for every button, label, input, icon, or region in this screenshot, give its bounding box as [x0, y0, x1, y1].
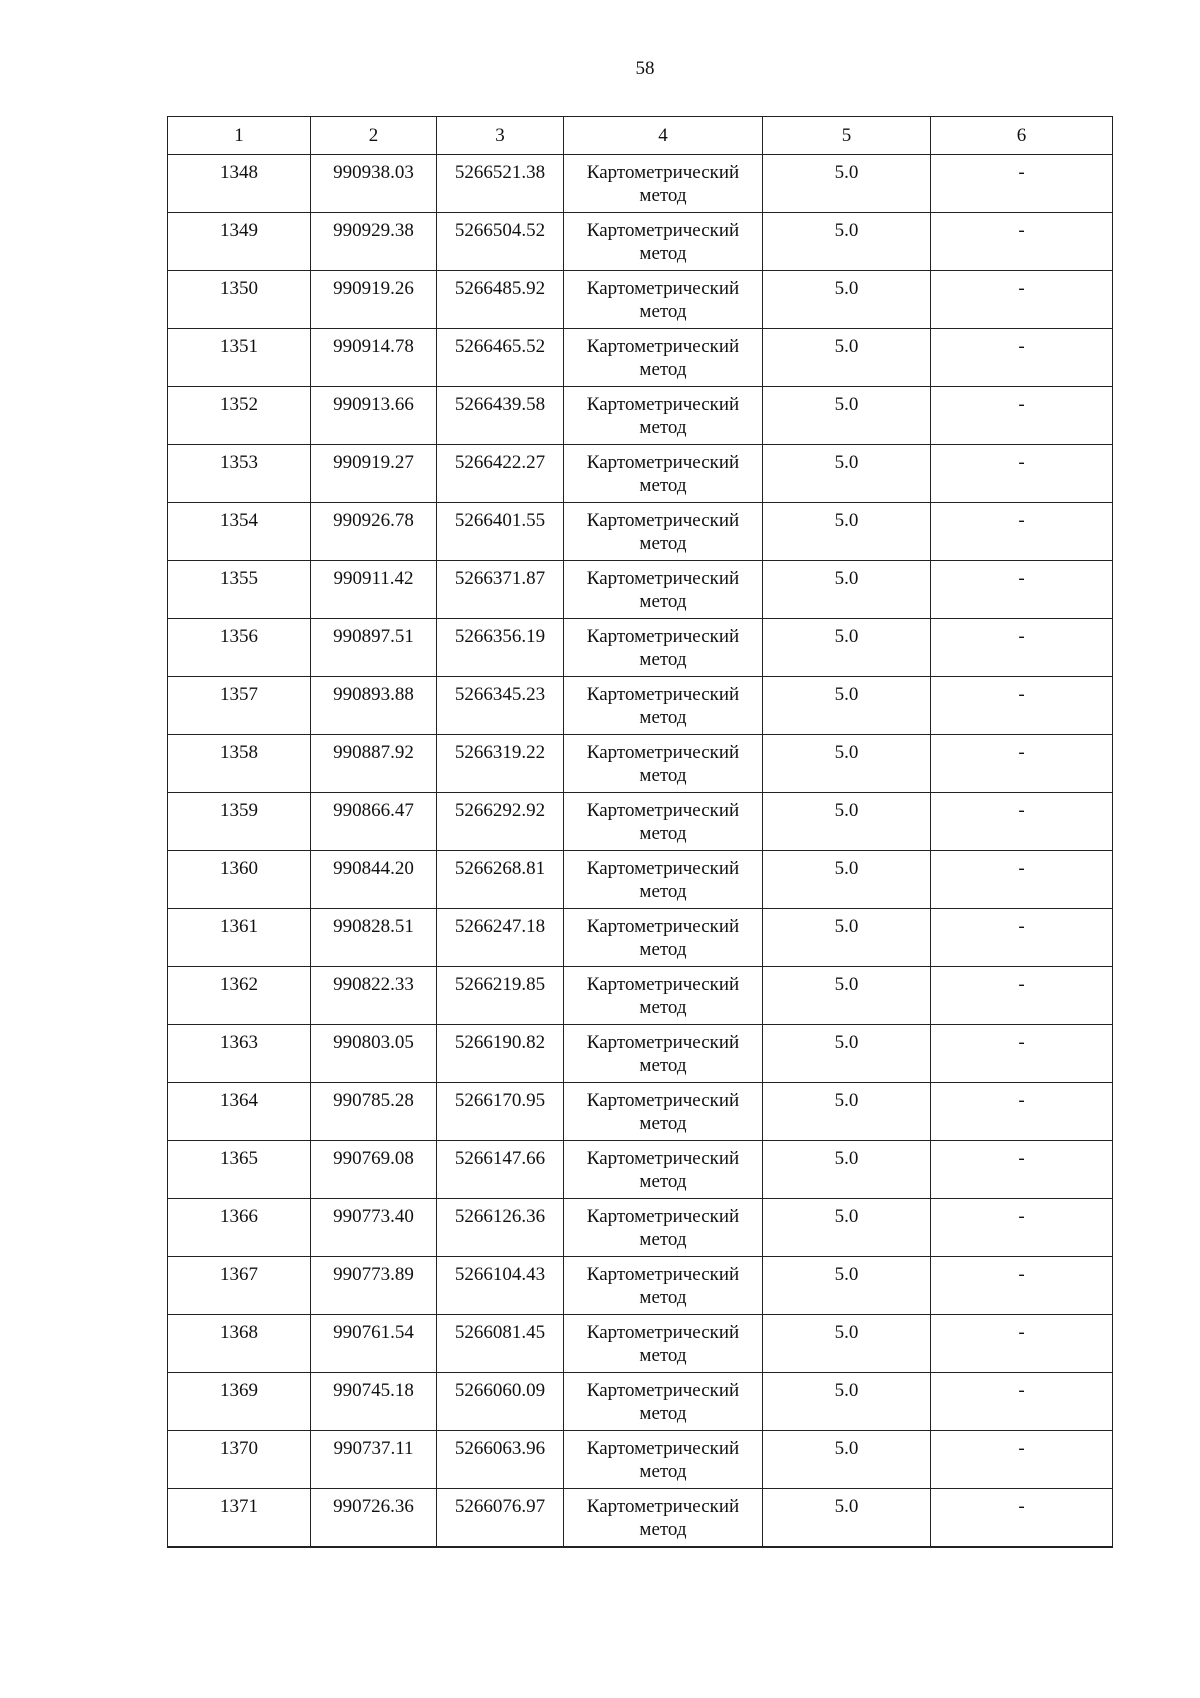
- method-cell: Картометрический метод: [564, 1083, 763, 1141]
- description-cell: -: [931, 503, 1113, 561]
- x-coordinate-cell: 990911.42: [311, 561, 437, 619]
- method-cell: Картометрический метод: [564, 793, 763, 851]
- y-coordinate-cell: 5266170.95: [437, 1083, 564, 1141]
- table-header: [168, 117, 1113, 155]
- table-row: [168, 503, 1113, 561]
- coordinates-table: [167, 116, 1113, 1548]
- y-coordinate-cell: 5266063.96: [437, 1431, 564, 1489]
- description-cell: -: [931, 1431, 1113, 1489]
- y-coordinate-cell: 5266504.52: [437, 213, 564, 271]
- table-row: [168, 561, 1113, 619]
- table-row: [168, 329, 1113, 387]
- table-row: [168, 967, 1113, 1025]
- y-coordinate-cell: 5266147.66: [437, 1141, 564, 1199]
- y-coordinate-cell: 5266319.22: [437, 735, 564, 793]
- accuracy-cell: 5.0: [763, 387, 931, 445]
- table-body: [168, 155, 1113, 1547]
- y-coordinate-cell: 5266247.18: [437, 909, 564, 967]
- accuracy-cell: 5.0: [763, 561, 931, 619]
- y-coordinate-cell: 5266060.09: [437, 1373, 564, 1431]
- table-row: [168, 619, 1113, 677]
- method-cell: Картометрический метод: [564, 677, 763, 735]
- table-row: [168, 1199, 1113, 1257]
- method-cell: Картометрический метод: [564, 735, 763, 793]
- table-row: [168, 445, 1113, 503]
- description-cell: -: [931, 967, 1113, 1025]
- table-row: [168, 387, 1113, 445]
- method-cell: Картометрический метод: [564, 213, 763, 271]
- description-cell: -: [931, 271, 1113, 329]
- accuracy-cell: 5.0: [763, 1199, 931, 1257]
- x-coordinate-cell: 990844.20: [311, 851, 437, 909]
- accuracy-cell: 5.0: [763, 1141, 931, 1199]
- x-coordinate-cell: 990828.51: [311, 909, 437, 967]
- method-cell: Картометрический метод: [564, 851, 763, 909]
- x-coordinate-cell: 990938.03: [311, 155, 437, 213]
- table-row: [168, 1141, 1113, 1199]
- point-number-cell: 1356: [168, 619, 311, 677]
- column-header: 6: [931, 117, 1113, 155]
- y-coordinate-cell: 5266371.87: [437, 561, 564, 619]
- y-coordinate-cell: 5266356.19: [437, 619, 564, 677]
- method-cell: Картометрический метод: [564, 1431, 763, 1489]
- point-number-cell: 1349: [168, 213, 311, 271]
- column-header: 1: [168, 117, 311, 155]
- header-row: [168, 117, 1113, 155]
- method-cell: Картометрический метод: [564, 1489, 763, 1547]
- y-coordinate-cell: 5266465.52: [437, 329, 564, 387]
- y-coordinate-cell: 5266485.92: [437, 271, 564, 329]
- point-number-cell: 1360: [168, 851, 311, 909]
- method-cell: Картометрический метод: [564, 1373, 763, 1431]
- description-cell: -: [931, 445, 1113, 503]
- method-cell: Картометрический метод: [564, 387, 763, 445]
- method-cell: Картометрический метод: [564, 271, 763, 329]
- y-coordinate-cell: 5266521.38: [437, 155, 564, 213]
- method-cell: Картометрический метод: [564, 561, 763, 619]
- point-number-cell: 1357: [168, 677, 311, 735]
- table-row: [168, 1431, 1113, 1489]
- x-coordinate-cell: 990919.26: [311, 271, 437, 329]
- description-cell: -: [931, 909, 1113, 967]
- accuracy-cell: 5.0: [763, 1489, 931, 1547]
- x-coordinate-cell: 990914.78: [311, 329, 437, 387]
- accuracy-cell: 5.0: [763, 967, 931, 1025]
- accuracy-cell: 5.0: [763, 1373, 931, 1431]
- description-cell: -: [931, 1373, 1113, 1431]
- description-cell: -: [931, 1489, 1113, 1547]
- point-number-cell: 1351: [168, 329, 311, 387]
- point-number-cell: 1361: [168, 909, 311, 967]
- x-coordinate-cell: 990769.08: [311, 1141, 437, 1199]
- point-number-cell: 1364: [168, 1083, 311, 1141]
- point-number-cell: 1367: [168, 1257, 311, 1315]
- table-row: [168, 1315, 1113, 1373]
- description-cell: -: [931, 619, 1113, 677]
- method-cell: Картометрический метод: [564, 155, 763, 213]
- method-cell: Картометрический метод: [564, 1257, 763, 1315]
- accuracy-cell: 5.0: [763, 503, 931, 561]
- x-coordinate-cell: 990737.11: [311, 1431, 437, 1489]
- method-cell: Картометрический метод: [564, 329, 763, 387]
- accuracy-cell: 5.0: [763, 445, 931, 503]
- column-header: 2: [311, 117, 437, 155]
- point-number-cell: 1366: [168, 1199, 311, 1257]
- description-cell: -: [931, 1083, 1113, 1141]
- description-cell: -: [931, 1315, 1113, 1373]
- x-coordinate-cell: 990897.51: [311, 619, 437, 677]
- point-number-cell: 1359: [168, 793, 311, 851]
- description-cell: -: [931, 1141, 1113, 1199]
- y-coordinate-cell: 5266126.36: [437, 1199, 564, 1257]
- x-coordinate-cell: 990887.92: [311, 735, 437, 793]
- method-cell: Картометрический метод: [564, 503, 763, 561]
- x-coordinate-cell: 990761.54: [311, 1315, 437, 1373]
- description-cell: -: [931, 735, 1113, 793]
- y-coordinate-cell: 5266345.23: [437, 677, 564, 735]
- description-cell: -: [931, 1257, 1113, 1315]
- description-cell: -: [931, 329, 1113, 387]
- accuracy-cell: 5.0: [763, 619, 931, 677]
- table-row: [168, 1025, 1113, 1083]
- y-coordinate-cell: 5266104.43: [437, 1257, 564, 1315]
- table-row: [168, 1083, 1113, 1141]
- point-number-cell: 1368: [168, 1315, 311, 1373]
- description-cell: -: [931, 1025, 1113, 1083]
- point-number-cell: 1371: [168, 1489, 311, 1547]
- column-header: 4: [564, 117, 763, 155]
- point-number-cell: 1369: [168, 1373, 311, 1431]
- accuracy-cell: 5.0: [763, 213, 931, 271]
- x-coordinate-cell: 990893.88: [311, 677, 437, 735]
- x-coordinate-cell: 990726.36: [311, 1489, 437, 1547]
- table-row: [168, 735, 1113, 793]
- method-cell: Картометрический метод: [564, 1315, 763, 1373]
- accuracy-cell: 5.0: [763, 793, 931, 851]
- column-header: 3: [437, 117, 564, 155]
- x-coordinate-cell: 990913.66: [311, 387, 437, 445]
- method-cell: Картометрический метод: [564, 909, 763, 967]
- table-row: [168, 1257, 1113, 1315]
- description-cell: -: [931, 677, 1113, 735]
- accuracy-cell: 5.0: [763, 1315, 931, 1373]
- description-cell: -: [931, 793, 1113, 851]
- point-number-cell: 1348: [168, 155, 311, 213]
- x-coordinate-cell: 990773.40: [311, 1199, 437, 1257]
- method-cell: Картометрический метод: [564, 1025, 763, 1083]
- description-cell: -: [931, 851, 1113, 909]
- table-row: [168, 155, 1113, 213]
- accuracy-cell: 5.0: [763, 271, 931, 329]
- description-cell: -: [931, 213, 1113, 271]
- point-number-cell: 1358: [168, 735, 311, 793]
- x-coordinate-cell: 990919.27: [311, 445, 437, 503]
- point-number-cell: 1363: [168, 1025, 311, 1083]
- accuracy-cell: 5.0: [763, 155, 931, 213]
- table-row: [168, 1489, 1113, 1547]
- accuracy-cell: 5.0: [763, 1025, 931, 1083]
- y-coordinate-cell: 5266292.92: [437, 793, 564, 851]
- page-number: 58: [635, 58, 655, 79]
- point-number-cell: 1353: [168, 445, 311, 503]
- point-number-cell: 1350: [168, 271, 311, 329]
- accuracy-cell: 5.0: [763, 1083, 931, 1141]
- method-cell: Картометрический метод: [564, 445, 763, 503]
- x-coordinate-cell: 990866.47: [311, 793, 437, 851]
- x-coordinate-cell: 990785.28: [311, 1083, 437, 1141]
- method-cell: Картометрический метод: [564, 967, 763, 1025]
- y-coordinate-cell: 5266081.45: [437, 1315, 564, 1373]
- table-row: [168, 851, 1113, 909]
- method-cell: Картометрический метод: [564, 1199, 763, 1257]
- accuracy-cell: 5.0: [763, 1431, 931, 1489]
- y-coordinate-cell: 5266190.82: [437, 1025, 564, 1083]
- x-coordinate-cell: 990929.38: [311, 213, 437, 271]
- accuracy-cell: 5.0: [763, 329, 931, 387]
- x-coordinate-cell: 990822.33: [311, 967, 437, 1025]
- point-number-cell: 1362: [168, 967, 311, 1025]
- x-coordinate-cell: 990773.89: [311, 1257, 437, 1315]
- y-coordinate-cell: 5266076.97: [437, 1489, 564, 1547]
- y-coordinate-cell: 5266439.58: [437, 387, 564, 445]
- description-cell: -: [931, 561, 1113, 619]
- y-coordinate-cell: 5266268.81: [437, 851, 564, 909]
- table-row: [168, 909, 1113, 967]
- x-coordinate-cell: 990926.78: [311, 503, 437, 561]
- point-number-cell: 1370: [168, 1431, 311, 1489]
- point-number-cell: 1355: [168, 561, 311, 619]
- y-coordinate-cell: 5266422.27: [437, 445, 564, 503]
- point-number-cell: 1352: [168, 387, 311, 445]
- column-header: 5: [763, 117, 931, 155]
- x-coordinate-cell: 990745.18: [311, 1373, 437, 1431]
- table-row: [168, 1373, 1113, 1431]
- table-row: [168, 213, 1113, 271]
- accuracy-cell: 5.0: [763, 735, 931, 793]
- y-coordinate-cell: 5266401.55: [437, 503, 564, 561]
- method-cell: Картометрический метод: [564, 619, 763, 677]
- method-cell: Картометрический метод: [564, 1141, 763, 1199]
- accuracy-cell: 5.0: [763, 677, 931, 735]
- point-number-cell: 1354: [168, 503, 311, 561]
- table-row: [168, 677, 1113, 735]
- y-coordinate-cell: 5266219.85: [437, 967, 564, 1025]
- accuracy-cell: 5.0: [763, 851, 931, 909]
- table-row: [168, 793, 1113, 851]
- point-number-cell: 1365: [168, 1141, 311, 1199]
- description-cell: -: [931, 155, 1113, 213]
- description-cell: -: [931, 387, 1113, 445]
- accuracy-cell: 5.0: [763, 1257, 931, 1315]
- x-coordinate-cell: 990803.05: [311, 1025, 437, 1083]
- description-cell: -: [931, 1199, 1113, 1257]
- accuracy-cell: 5.0: [763, 909, 931, 967]
- table-row: [168, 271, 1113, 329]
